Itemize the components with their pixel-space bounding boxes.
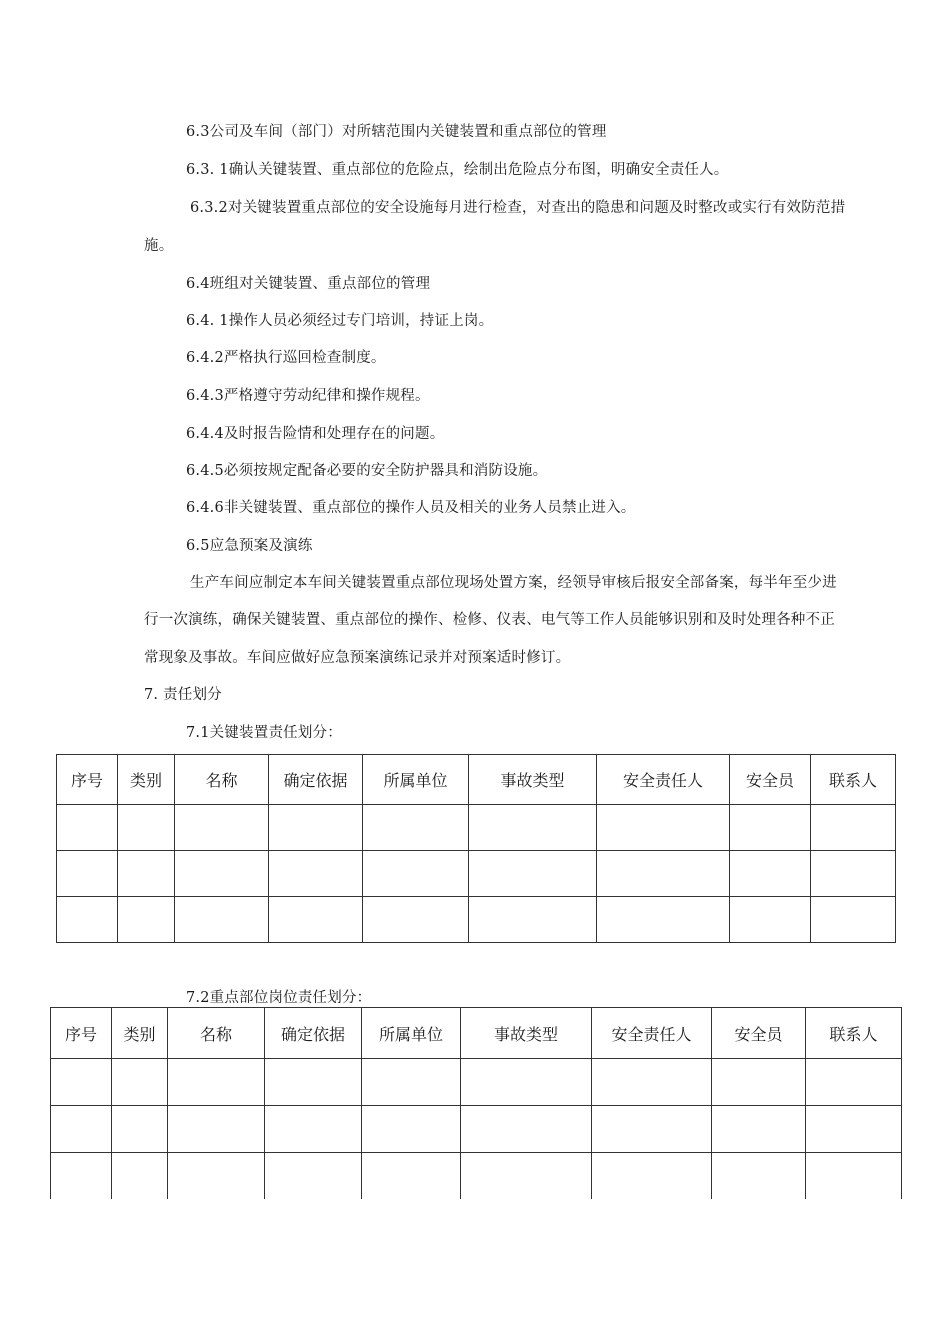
heading-6-3: 6.3公司及车间（部门）对所辖范围内关键装置和重点部位的管理	[186, 124, 607, 140]
col-header-basis: 确定依据	[269, 755, 363, 805]
heading-6-5: 6.5应急预案及演练	[186, 538, 313, 554]
col-header-accident-type: 事故类型	[461, 1008, 592, 1059]
table-row	[57, 851, 896, 897]
paragraph-6-4-3: 6.4.3严格遵守劳动纪律和操作规程。	[186, 388, 430, 404]
paragraph-6-5-line-3: 常现象及事故。车间应做好应急预案演练记录并对预案适时修订。	[144, 650, 571, 666]
col-header-category: 类别	[112, 1008, 168, 1059]
col-header-unit: 所属单位	[362, 1008, 461, 1059]
paragraph-6-5-line-2: 行一次演练，确保关键装置、重点部位的操作、检修、仪表、电气等工作人员能够识别和及时处理各种不正	[144, 612, 835, 628]
paragraph-6-4-4: 6.4.4及时报告险情和处理存在的问题。	[186, 426, 445, 442]
paragraph-6-3-2: 6.3.2对关键装置重点部位的安全设施每月进行检查，对查出的隐患和问题及时整改或实行有效防范措	[190, 200, 846, 216]
table-row	[51, 1106, 902, 1153]
col-header-safety-officer: 安全员	[712, 1008, 806, 1059]
col-header-contact: 联系人	[811, 755, 896, 805]
col-header-name: 名称	[175, 755, 269, 805]
table-row	[57, 897, 896, 943]
col-header-index: 序号	[51, 1008, 112, 1059]
paragraph-6-3-2-cont: 施。	[144, 238, 174, 254]
heading-7: 7. 责任划分	[144, 687, 222, 703]
paragraph-6-3-1: 6.3. 1确认关键装置、重点部位的危险点，绘制出危险点分布图，明确安全责任人。	[186, 162, 729, 178]
key-position-responsibility-table	[50, 1007, 902, 1199]
heading-6-4: 6.4班组对关键装置、重点部位的管理	[186, 276, 431, 292]
paragraph-6-5-line-1: 生产车间应制定本车间关键装置重点部位现场处置方案，经领导审核后报安全部备案，每半年至少进	[190, 575, 837, 591]
col-header-safety-owner: 安全责任人	[592, 1008, 712, 1059]
table-header-row	[51, 1008, 902, 1059]
col-header-safety-owner: 安全责任人	[597, 755, 730, 805]
col-header-category: 类别	[118, 755, 175, 805]
table-row	[51, 1059, 902, 1106]
table-row	[51, 1153, 902, 1200]
col-header-unit: 所属单位	[363, 755, 469, 805]
col-header-accident-type: 事故类型	[469, 755, 597, 805]
key-device-responsibility-table	[56, 754, 896, 943]
col-header-contact: 联系人	[806, 1008, 902, 1059]
paragraph-6-4-6: 6.4.6非关键装置、重点部位的操作人员及相关的业务人员禁止进入。	[186, 500, 636, 516]
col-header-safety-officer: 安全员	[730, 755, 811, 805]
col-header-name: 名称	[168, 1008, 265, 1059]
paragraph-6-4-5: 6.4.5必须按规定配备必要的安全防护器具和消防设施。	[186, 463, 548, 479]
paragraph-6-4-2: 6.4.2严格执行巡回检查制度。	[186, 350, 386, 366]
paragraph-6-4-1: 6.4. 1操作人员必须经过专门培训，持证上岗。	[186, 313, 494, 329]
col-header-basis: 确定依据	[265, 1008, 362, 1059]
heading-7-1: 7.1关键装置责任划分：	[186, 725, 342, 741]
heading-7-2: 7.2重点部位岗位责任划分：	[186, 990, 372, 1006]
table-header-row	[57, 755, 896, 805]
col-header-index: 序号	[57, 755, 118, 805]
table-row	[57, 805, 896, 851]
